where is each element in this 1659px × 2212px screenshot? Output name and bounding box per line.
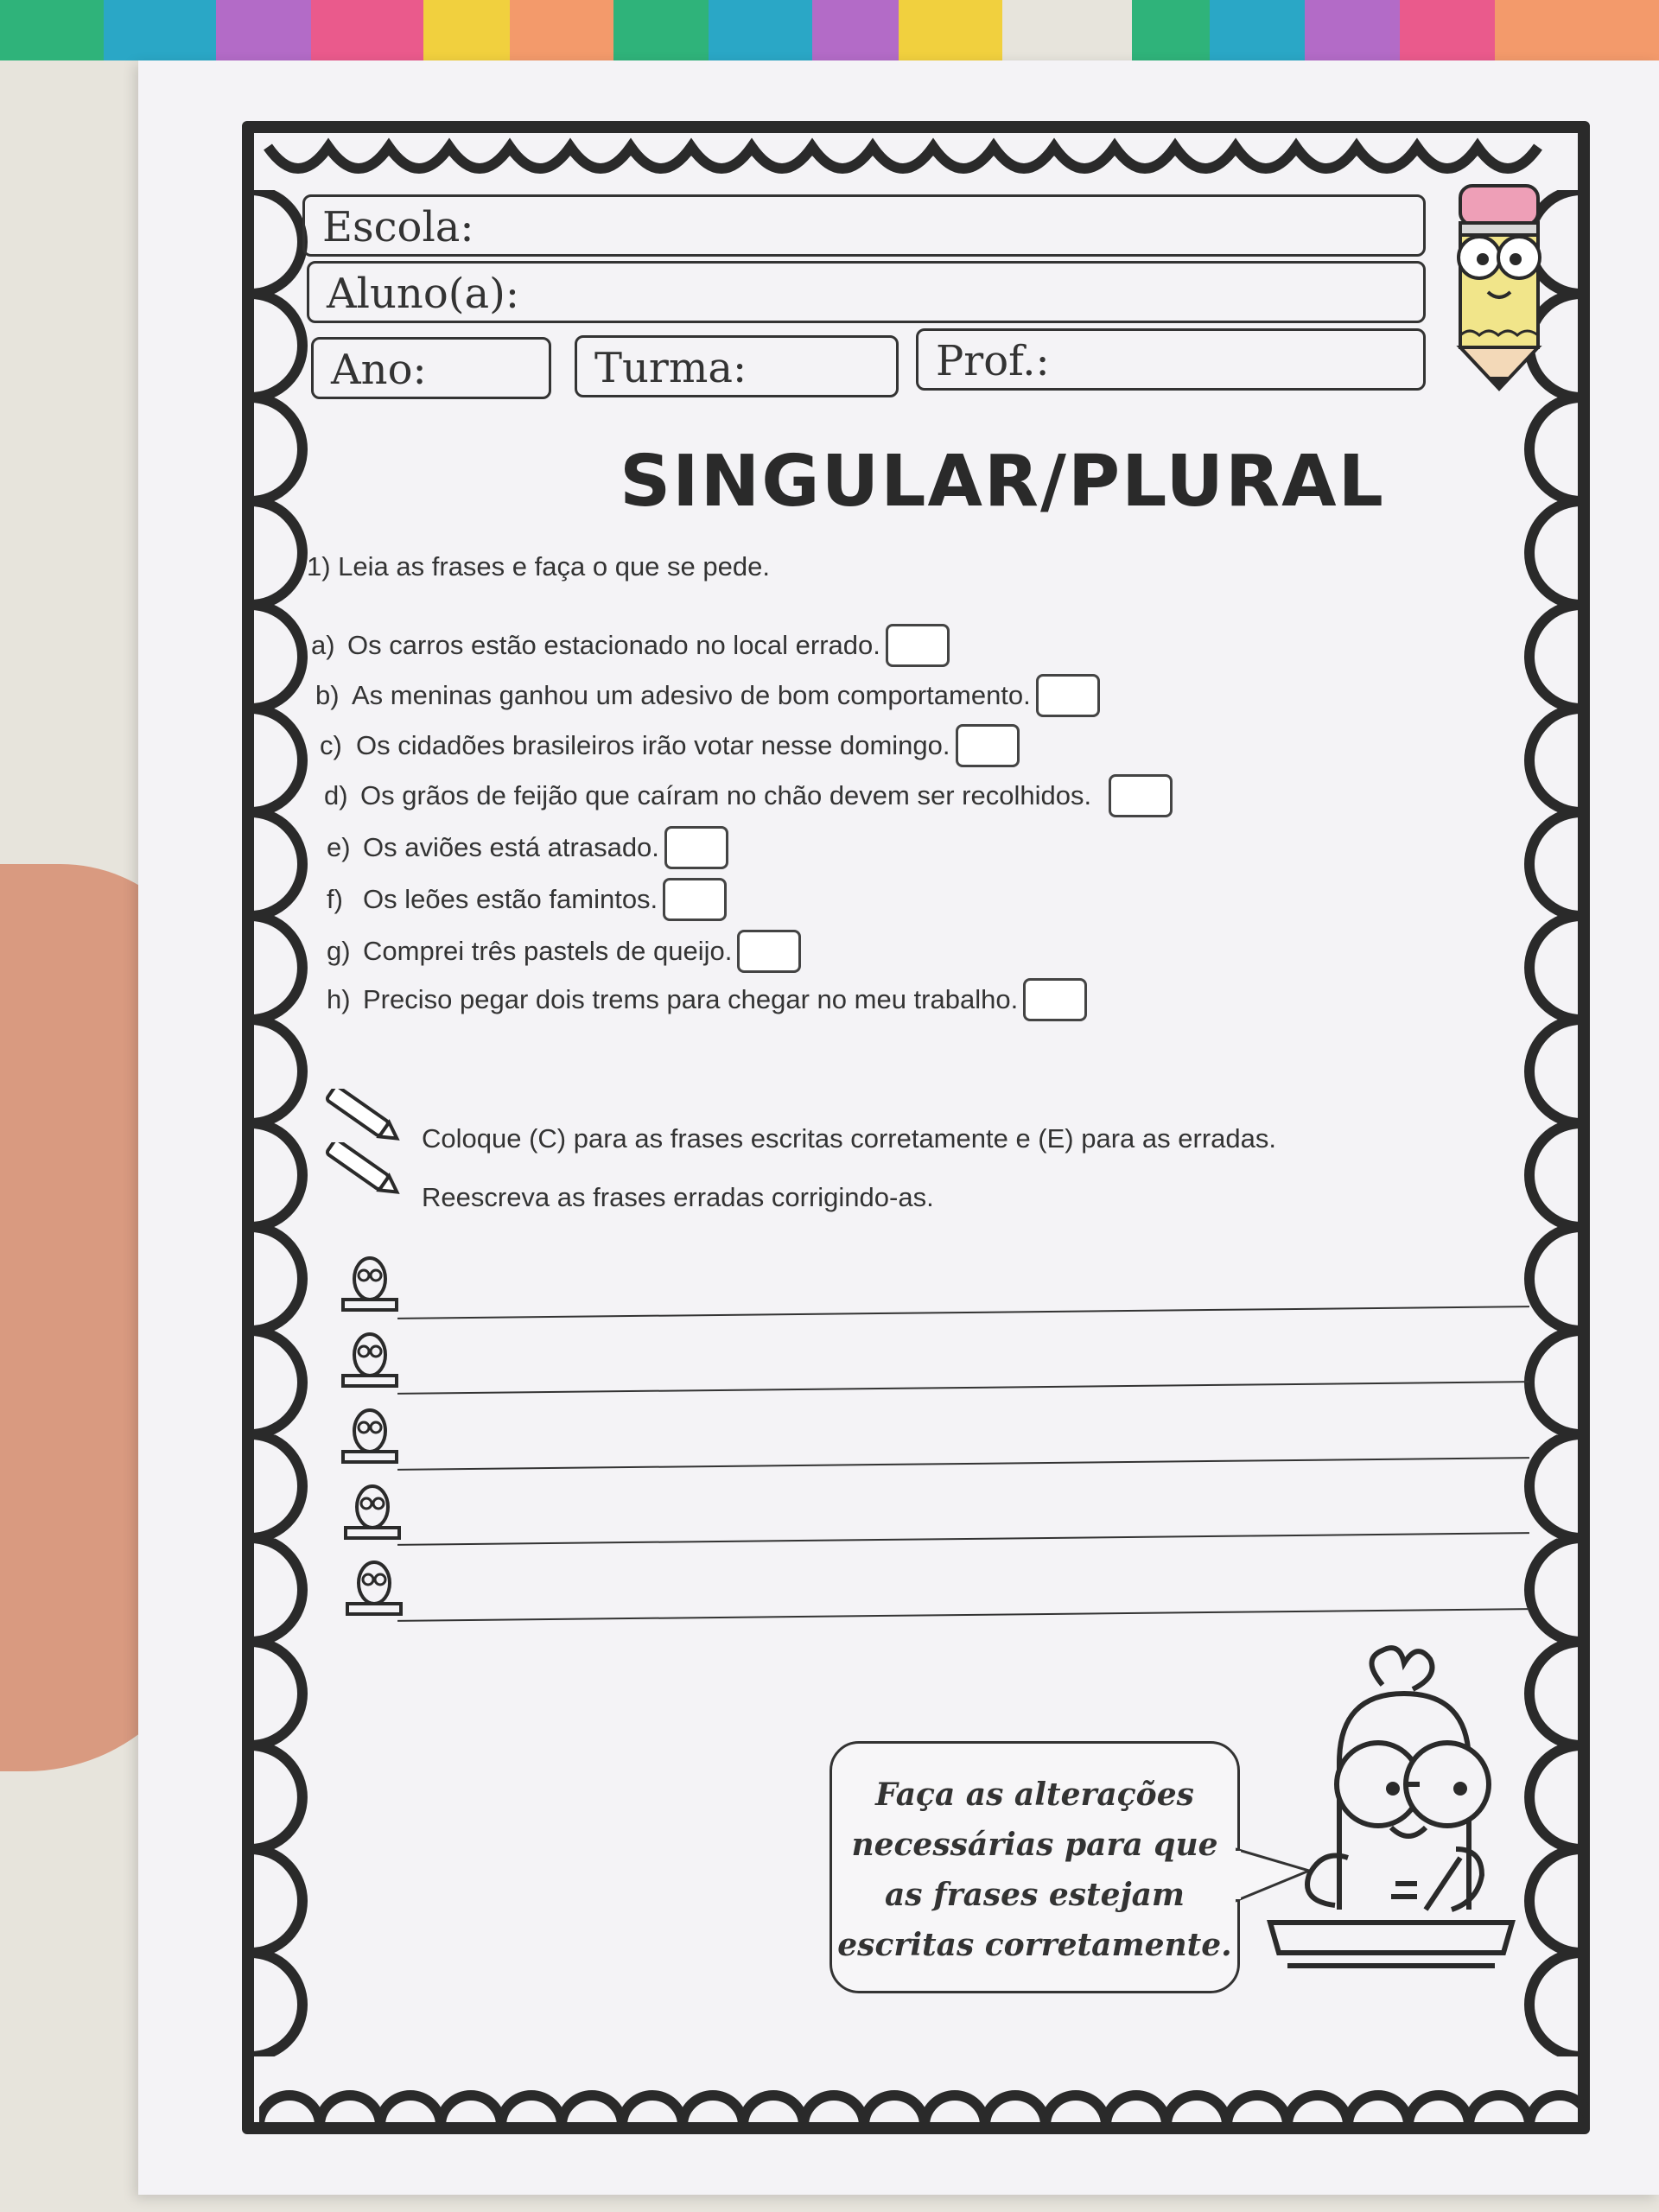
turma-field[interactable] — [575, 335, 899, 397]
speech-bubble — [830, 1741, 1240, 1993]
worksheet-paper — [138, 60, 1659, 2195]
instruction-mark: Coloque (C) para as frases escritas corretamente e (E) para as erradas. — [422, 1123, 1276, 1154]
pencil-bullet-icon — [320, 1142, 406, 1194]
sentence-d — [324, 774, 1173, 817]
question-1-prompt: 1) Leia as frases e faça o que se pede. — [307, 551, 770, 582]
answer-box-c[interactable] — [956, 724, 1020, 767]
escola-label: Escola: — [322, 203, 474, 251]
sentence-a — [311, 624, 950, 667]
answer-box-b[interactable] — [1036, 674, 1100, 717]
sentence-text: As meninas ganhou um adesivo de bom comportamento. — [352, 680, 1031, 710]
turma-label: Turma: — [594, 344, 747, 392]
answer-box-d[interactable] — [1109, 774, 1173, 817]
sentence-text: Os grãos de feijão que caíram no chão devem ser recolhidos. — [360, 780, 1092, 810]
sentence-letter: d) — [324, 780, 348, 810]
sentence-text: Os aviões está atrasado. — [363, 832, 659, 862]
sentence-letter: f) — [327, 884, 343, 914]
sentence-b — [315, 674, 1100, 717]
cactus-stamp-icon — [335, 1472, 410, 1547]
sentence-text: Os cidadões brasileiros irão votar nesse domingo. — [356, 730, 950, 760]
answer-box-e[interactable] — [664, 826, 728, 869]
sentence-letter: h) — [327, 984, 351, 1014]
cactus-character-icon — [1262, 1633, 1521, 1979]
sentence-letter: g) — [327, 936, 351, 966]
sentence-letter: a) — [311, 630, 335, 660]
sentence-text: Preciso pegar dois trems para chegar no meu trabalho. — [363, 984, 1019, 1014]
sentence-e — [327, 826, 728, 869]
page-title: SINGULAR/PLURAL — [620, 441, 1385, 523]
aluno-field[interactable] — [307, 261, 1426, 323]
scallop-border-right — [1512, 190, 1581, 2056]
prof-field[interactable] — [916, 328, 1426, 391]
cactus-stamp-icon — [337, 1548, 411, 1623]
wall-decoration-right — [1132, 0, 1659, 60]
sentence-text: Os carros estão estacionado no local errado. — [347, 630, 880, 660]
scallop-border-bottom — [259, 2048, 1590, 2126]
sentence-g — [327, 930, 801, 973]
escola-field[interactable] — [302, 194, 1426, 257]
answer-box-h[interactable] — [1023, 978, 1087, 1021]
prof-label: Prof.: — [936, 337, 1050, 385]
pencil-mascot-icon — [1434, 181, 1564, 393]
sentence-c — [320, 724, 1020, 767]
sentence-h — [327, 978, 1087, 1021]
cactus-stamp-icon — [333, 1244, 407, 1319]
scallop-border-left — [251, 190, 320, 2056]
scallop-border-top — [259, 130, 1564, 190]
sentence-letter: c) — [320, 730, 342, 760]
aluno-label: Aluno(a): — [327, 270, 519, 318]
cactus-stamp-icon — [333, 1396, 407, 1471]
pencil-bullet-icon — [320, 1089, 406, 1141]
sentence-f — [327, 878, 727, 921]
sentence-text: Comprei três pastels de queijo. — [363, 936, 733, 966]
ano-field[interactable] — [311, 337, 551, 399]
answer-box-f[interactable] — [663, 878, 727, 921]
sentence-letter: b) — [315, 680, 340, 710]
wall-decoration-left — [0, 0, 1002, 60]
answer-box-a[interactable] — [886, 624, 950, 667]
sentence-text: Os leões estão famintos. — [363, 884, 658, 914]
sentence-letter: e) — [327, 832, 351, 862]
ano-label: Ano: — [331, 346, 427, 394]
cactus-stamp-icon — [333, 1320, 407, 1395]
speech-bubble-text: Faça as alterações necessárias para que as frases estejam escritas corretamente. — [837, 1777, 1232, 1963]
instruction-rewrite: Reescreva as frases erradas corrigindo-as. — [422, 1182, 934, 1212]
answer-box-g[interactable] — [737, 930, 801, 973]
